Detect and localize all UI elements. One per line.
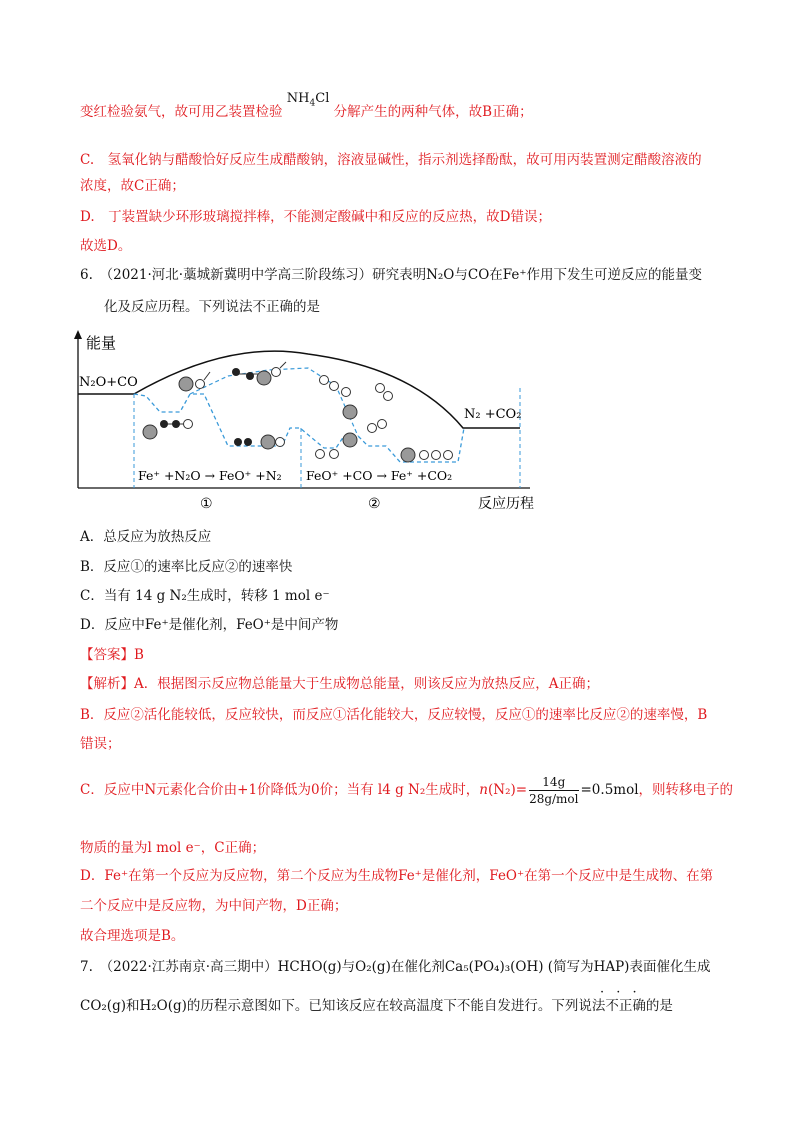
analysis-c-n-sub: (N₂)= <box>487 782 528 798</box>
analysis-c-line <box>80 770 740 810</box>
molecule-group-step1 <box>143 362 286 449</box>
analysis-b-line2: 错误； <box>80 736 121 752</box>
q6-stem-line2: 化及反应历程。下列说法不正确的是 <box>104 299 320 315</box>
analysis-c-n-symbol: n <box>479 782 488 798</box>
q6-option-c: C．当有 14 g N₂生成时，转移 1 mol e⁻ <box>80 588 330 604</box>
molar-fraction: $\frac{14g}{\text{28g/mol}}$ <box>529 775 579 806</box>
step1-number: ① <box>200 496 213 510</box>
analysis-d-line1: D．Fe⁺在第一个反应为反应物，第二个反应为生成物Fe⁺是催化剂，FeO⁺在第一个反应中是生成物、在第 <box>80 868 714 884</box>
q6-option-b: B．反应①的速率比反应②的速率快 <box>80 559 293 575</box>
nh4cl-formula: $NH_4Cl$ <box>286 91 330 109</box>
step2-equation: FeO⁺ +CO → Fe⁺ +CO₂ <box>306 468 453 483</box>
prev-answer-c-line2: 浓度，故C正确； <box>80 178 185 194</box>
q6-option-d: D．反应中Fe⁺是催化剂，FeO⁺是中间产物 <box>80 617 339 633</box>
step2-number: ② <box>368 496 381 510</box>
q7-stem-line1: 7. （2022·江苏南京·高三期中）HCHO(g)与O₂(g)在催化剂Ca₅(PO₄)₃(OH) (简写为HAP)表面催化生成 <box>80 959 711 975</box>
emphasis-dots: · · · <box>600 985 641 1000</box>
analysis-conclusion: 故合理选项是B。 <box>80 928 185 944</box>
q7-stem-line2: CO₂(g)和H₂O(g)的历程示意图如下。已知该反应在较高温度下不能自发进行。下列说法不正确的是 <box>80 998 673 1014</box>
uncatalyzed-energy-curve <box>78 351 520 428</box>
energy-diagram <box>68 328 558 510</box>
q6-answer: 【答案】B <box>80 647 144 663</box>
fraction-result: =0.5mol <box>580 782 639 798</box>
molecule-group-step2 <box>316 376 453 463</box>
analysis-b-line1: B．反应②活化能较低，反应较快，而反应①活化能较大，反应较慢，反应①的速率比反应②的速率慢，B <box>80 707 708 723</box>
prev-b-text: 变红检验氨气，故可用乙装置检验 <box>80 104 283 120</box>
prev-answer-b-line <box>80 91 740 123</box>
y-axis-arrow-icon <box>74 330 82 339</box>
transition-pathway <box>190 368 358 436</box>
analysis-d-line2: 二个反应中是反应物，为中间产物，D正确； <box>80 898 348 914</box>
prev-answer-d-line: D. 丁装置缺少环形玻璃搅拌棒，不能测定酸碱中和反应的反应热，故D错误； <box>80 209 551 225</box>
analysis-c-line2: 物质的量为l mol e⁻，C正确； <box>80 840 266 856</box>
prev-b-tail: 分解产生的两种气体，故B正确； <box>333 104 533 120</box>
prev-answer-c-line1: C. 氢氧化钠与醋酸恰好反应生成醋酸钠，溶液显碱性，指示剂选择酚酞，故可用丙装置测定醋酸溶液的 <box>80 152 702 168</box>
y-axis-label: 能量 <box>86 334 117 352</box>
analysis-a-line: 【解析】A．根据图示反应物总能量大于生成物总能量，则该反应为放热反应，A正确； <box>80 676 599 692</box>
analysis-c-tail: ，则转移电子的 <box>638 782 734 798</box>
reactants-label: N₂O+CO <box>79 375 138 390</box>
q6-stem-line1: 6. （2021·河北·藁城新冀明中学高三阶段练习）研究表明N₂O与CO在Fe⁺作用下发生可逆反应的能量变 <box>80 267 703 283</box>
analysis-c-text: C．反应中N元素化合价由+1价降低为0价；当有 l4 g N₂生成时， <box>80 782 480 798</box>
products-label: N₂ +CO₂ <box>464 407 522 422</box>
x-axis-label: 反应历程 <box>478 496 534 510</box>
q6-option-a: A．总反应为放热反应 <box>80 529 212 545</box>
prev-answer-conclusion: 故选D。 <box>80 238 132 254</box>
step1-equation: Fe⁺ +N₂O → FeO⁺ +N₂ <box>138 468 282 483</box>
